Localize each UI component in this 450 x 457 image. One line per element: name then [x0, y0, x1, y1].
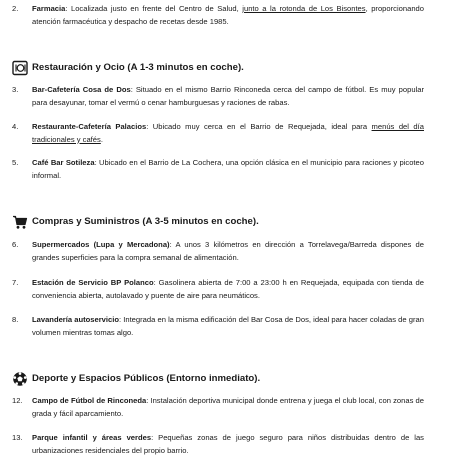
item-body — [32, 432, 424, 457]
list-item — [12, 239, 424, 264]
list-item — [12, 157, 424, 182]
item-text-end: . — [100, 134, 103, 144]
item-body — [32, 121, 424, 146]
item-text: : Gasolinera abierta de 7:00 a 23:00 h en Requejada, equipada con tienda de conveniencia abierta, autolavado y puente de aire para neumáticos. — [32, 278, 424, 300]
heading-text: Compras y Suministros (A 3-5 minutos en coche). — [32, 216, 259, 227]
item-number: 7. — [12, 278, 19, 287]
item-text: : Situado en el mismo Barrio Rinconeda cerca del campo de fútbol. Es muy popular para desayunar, tomar el vermú o cenar hamburguesas y raciones de rabas. — [32, 85, 424, 107]
section-heading-deporte — [32, 372, 260, 386]
item-link[interactable]: junto a la rotonda de Los Bisontes — [242, 4, 366, 13]
section-heading-restauracion — [32, 61, 244, 75]
item-body — [32, 84, 424, 109]
item-text: : Ubicado en el Barrio de La Cochera, una opción clásica en el municipio para raciones y picoteo informal. — [32, 158, 424, 180]
item-body — [32, 239, 424, 264]
item-body — [32, 314, 424, 339]
item-number: 3. — [12, 85, 19, 94]
heading-text: Restauración y Ocio (A 1-3 minutos en coche). — [32, 62, 244, 73]
item-title: Café Bar Sotileza — [32, 158, 95, 167]
item-text: : Ubicado muy cerca en el Barrio de Requejada, ideal para — [146, 122, 372, 131]
item-title: Farmacia — [32, 4, 66, 13]
list-item — [12, 395, 424, 420]
restaurant-icon — [12, 60, 28, 76]
item-text: : A unos 3 kilómetros en dirección a Torrelavega/Barreda dispones de grandes superficies para la compra semanal de alimentación. — [32, 240, 424, 262]
item-title: Parque infantil y áreas verdes — [32, 433, 152, 442]
item-title: Restaurante-Cafetería Palacios — [32, 122, 147, 131]
item-text-end: , proporcionando atención farmacéutica y despacho de recetas desde 1985. — [32, 4, 424, 26]
item-text: : Pequeñas zonas de juego seguro para niños distribuidas dentro de las urbanizaciones residenciales del propio barrio. — [32, 433, 424, 455]
list-item — [12, 3, 424, 28]
item-number: 8. — [12, 315, 19, 324]
item-title: Campo de Fútbol de Rinconeda — [32, 396, 147, 405]
list-item — [12, 121, 424, 146]
item-body — [32, 3, 424, 28]
item-number: 4. — [12, 122, 19, 131]
item-text: : Localizada justo en frente del Centro de Salud, — [65, 4, 243, 13]
item-text: : Instalación deportiva municipal donde entrena y juega el club local, con zonas de grada y fácil aparcamiento. — [32, 396, 424, 418]
item-body — [32, 277, 424, 302]
heading-text: Deporte y Espacios Públicos (Entorno inmediato). — [32, 373, 261, 384]
item-number: 2. — [12, 4, 19, 13]
item-number: 5. — [12, 158, 19, 167]
item-body — [32, 395, 424, 420]
item-number: 6. — [12, 240, 19, 249]
item-body — [32, 157, 424, 182]
soccer-ball-icon — [12, 371, 28, 387]
item-title: Supermercados (Lupa y Mercadona) — [32, 240, 170, 249]
list-item — [12, 432, 424, 457]
item-text: : Integrada en la misma edificación del Bar Cosa de Dos, ideal para hacer coladas de gran volumen mientras tomas algo. — [32, 315, 424, 337]
list-item — [12, 84, 424, 109]
list-item — [12, 277, 424, 302]
section-heading-compras — [32, 215, 259, 229]
item-title: Estación de Servicio BP Polanco — [32, 278, 154, 287]
item-number: 13. — [12, 433, 23, 442]
item-title: Bar-Cafetería Cosa de Dos — [32, 85, 131, 94]
item-link[interactable]: menús del día tradicionales y cafés — [32, 122, 424, 144]
list-item — [12, 314, 424, 339]
item-title: Lavandería autoservicio — [32, 315, 119, 324]
item-number: 12. — [12, 396, 23, 405]
shopping-cart-icon — [12, 214, 28, 230]
